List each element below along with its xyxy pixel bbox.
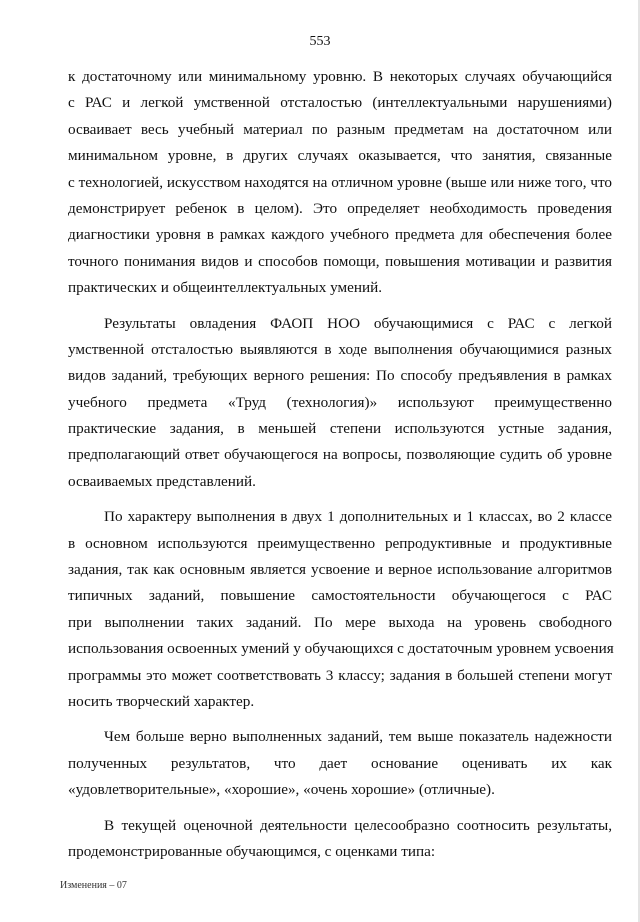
text-line: с РАС и легкой умственной отсталостью (интеллектуальными нарушениями) — [68, 94, 612, 112]
paragraph — [68, 813, 612, 866]
text-line: программы это может соответствовать 3 классу; задания в большей степени могут — [68, 666, 612, 684]
text-line: Результаты овладения ФАОП НОО обучающимися с РАС с легкой — [104, 314, 612, 332]
text-line: «удовлетворительные», «хорошие», «очень хорошие» (отличные). — [68, 781, 495, 799]
text-line: осваивает весь учебный материал по разным предметам на достаточном или — [68, 120, 612, 138]
text-line: По характеру выполнения в двух 1 дополнительных и 1 классах, во 2 классе — [104, 508, 612, 526]
text-line: в основном используются преимущественно репродуктивные и продуктивные — [68, 534, 612, 552]
text-line: диагностики уровня в рамках каждого учебного предмета для обеспечения более — [68, 226, 612, 244]
text-line: минимальном уровне, в других случаях оказывается, что занятия, связанные — [68, 147, 612, 165]
text-line: видов заданий, требующих верного решения: По способу предъявления в рамках — [68, 367, 612, 385]
text-line: В текущей оценочной деятельности целесообразно соотносить результаты, — [104, 816, 612, 834]
text-line: Чем больше верно выполненных заданий, тем выше показатель надежности — [104, 728, 612, 746]
text-line: практических и общеинтеллектуальных умений. — [68, 279, 383, 297]
text-line: осваиваемых представлений. — [68, 472, 256, 490]
text-line: умственной отсталостью выявляются в ходе выполнения обучающимися разных — [68, 340, 612, 358]
text-line: с технологией, искусством находятся на отличном уровне (выше или ниже того, что — [68, 173, 612, 191]
text-line: типичных заданий, повышение самостоятельности обучающегося с РАС — [68, 587, 612, 605]
text-line: практические задания, в меньшей степени используются устные задания, — [68, 420, 612, 438]
text-line: демонстрирует ребенок в целом). Это определяет необходимость проведения — [68, 199, 612, 217]
page-number: 553 — [309, 34, 331, 49]
text-line: носить творческий характер. — [68, 692, 255, 710]
text-line: продемонстрированные обучающимся, с оценками типа: — [68, 842, 436, 860]
text-line: полученных результатов, что дает основание оценивать их как — [68, 754, 612, 772]
text-line: при выполнении таких заданий. По мере выхода на уровень свободного — [68, 613, 612, 631]
paragraph — [68, 504, 612, 715]
text-line: учебного предмета «Труд (технология)» используют преимущественно — [68, 393, 612, 411]
text-line: задания, так как основным является усвоение и верное использование алгоритмов — [68, 561, 612, 579]
paragraph — [68, 311, 612, 496]
text-line: использования освоенных умений у обучающихся с достаточным уровнем усвоения — [68, 640, 614, 658]
paragraph — [68, 724, 612, 803]
paragraph — [68, 64, 612, 302]
document-body — [68, 64, 612, 865]
text-line: точного понимания видов и способов помощи, повышения мотивации и развития — [68, 252, 612, 270]
text-line: к достаточному или минимальному уровню. В некоторых случаях обучающийся — [68, 68, 612, 85]
text-line: предполагающий ответ обучающегося на вопросы, позволяющие судить об уровне — [68, 446, 612, 464]
footer-note: Изменения – 07 — [60, 880, 127, 891]
